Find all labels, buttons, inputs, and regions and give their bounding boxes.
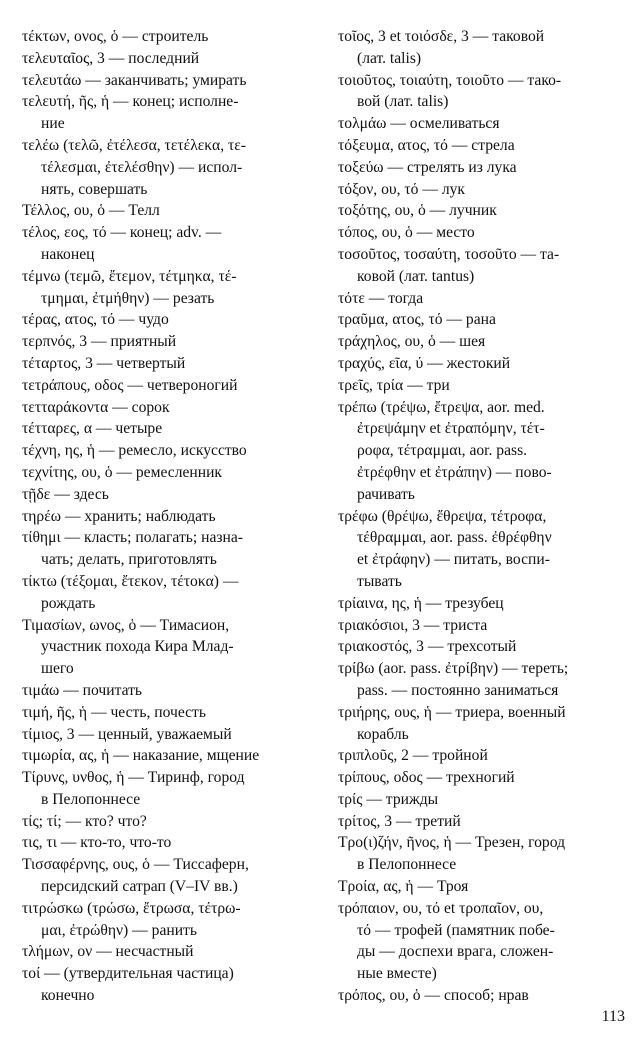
entry-continuation-line: et ἐτράφην) — питать, воспи-: [357, 551, 550, 569]
entry-headword-line: τρόπαιον, ου, τό et τροπαῖον, ου,: [338, 899, 544, 917]
entry-headword-line: Τρο(ι)ζήν, ῆνος, ἡ — Трезен, город: [338, 834, 565, 852]
entry-continuation-line: ἐτρέφθην et ἐτράπην) — пово-: [357, 463, 552, 481]
entry-continuation-line: чать; делать, приготовлять: [41, 551, 217, 569]
entry-headword-line: τρίβω (aor. pass. ἐτρίβην) — тереть;: [338, 660, 569, 678]
entry-headword-line: τιτρώσκω (τρώσω, ἔτρωσα, τέτρω-: [22, 899, 241, 917]
entry-continuation-line: корабль: [357, 725, 409, 743]
entry-headword-line: τλήμων, ον — несчастный: [22, 943, 194, 961]
entry-continuation-line: персидский сатрап (V–IV вв.): [41, 878, 238, 896]
entry-headword-line: τριακοστός, 3 — трехсотый: [338, 638, 517, 656]
entry-headword-line: τίμιος, 3 — ценный, уважаемый: [22, 725, 232, 743]
entry-headword-line: τετράπους, οδος — четвероногий: [22, 376, 238, 394]
page-number: 113: [601, 1008, 625, 1025]
entry-headword-line: τηρέω — хранить; наблюдать: [22, 507, 216, 525]
entry-headword-line: τίθημι — класть; полагать; назна-: [22, 529, 243, 547]
entry-headword-line: τριήρης, ους, ἡ — триера, военный: [338, 703, 566, 721]
entry-headword-line: τρεῖς, τρία — три: [338, 376, 450, 394]
entry-continuation-line: τό — трофей (памятник побе-: [357, 921, 555, 939]
entry-headword-line: τέλος, εος, τό — конец; adv. —: [22, 224, 222, 242]
entry-headword-line: τότε — тогда: [338, 289, 424, 307]
entry-continuation-line: вой (лат. talis): [357, 93, 449, 111]
entry-continuation-line: конечно: [41, 987, 95, 1005]
entry-headword-line: τελευταῖος, 3 — последний: [22, 49, 200, 67]
entry-continuation-line: pass. — постоянно заниматься: [357, 681, 559, 699]
entry-headword-line: τρίαινα, ης, ἡ — трезубец: [338, 594, 504, 612]
entry-headword-line: τῇδε — здесь: [22, 485, 109, 503]
entry-headword-line: τοιοῦτος, τοιαύτη, τοιοῦτο — тако-: [338, 71, 562, 89]
entry-headword-line: τίκτω (τέξομαι, ἔτεκον, τέτοκα) —: [22, 572, 239, 590]
entry-headword-line: τελέω (τελῶ, ἐτέλεσα, τετέλεκα, τε-: [22, 136, 246, 154]
entry-headword-line: τόξον, ου, τό — лук: [338, 180, 466, 198]
entry-headword-line: τρίτος, 3 — третий: [338, 812, 461, 830]
left-column: [22, 26, 320, 1007]
entry-headword-line: τοῖος, 3 et τοιόσδε, 3 — таковой: [338, 28, 545, 45]
entry-headword-line: τριπλοῦς, 2 — тройной: [338, 747, 488, 765]
entry-headword-line: Τέλλος, ου, ὁ — Телл: [22, 202, 160, 220]
entry-headword-line: τρίπους, οδος — трехногий: [338, 769, 515, 787]
entry-headword-line: τις, τι — кто-то, что-то: [22, 834, 172, 852]
entry-continuation-line: (лат. talis): [357, 49, 422, 67]
right-column: [338, 26, 626, 1007]
entry-continuation-line: τμημαι, ἐτμήθην) — резать: [41, 289, 215, 307]
entry-headword-line: τοξεύω — стрелять из лука: [338, 158, 517, 176]
entry-headword-line: τρόπος, ου, ὁ — способ; нрав: [338, 987, 529, 1005]
entry-headword-line: τέταρτος, 3 — четвертый: [22, 354, 186, 372]
entry-continuation-line: шего: [41, 660, 74, 678]
entry-headword-line: τέτταρες, α — четыре: [22, 420, 163, 438]
entry-continuation-line: ковой (лат. tantus): [357, 267, 475, 285]
entry-continuation-line: участник похода Кира Млад-: [41, 638, 234, 656]
entry-headword-line: τιμωρία, ας, ἡ — наказание, мщение: [22, 747, 260, 765]
entry-continuation-line: μαι, ἐτρώθην) — ранить: [41, 921, 197, 939]
entry-headword-line: τίς; τί; — кто? что?: [22, 812, 147, 830]
entry-headword-line: τιμή, ῆς, ἡ — честь, почесть: [22, 703, 206, 721]
entry-continuation-line: рачивать: [357, 485, 415, 503]
entry-continuation-line: наконец: [41, 245, 95, 263]
entry-headword-line: τέκτων, ονος, ὁ — строитель: [22, 28, 209, 45]
entry-headword-line: τοί — (утвердительная частица): [22, 965, 234, 983]
entry-headword-line: τέρας, ατος, τό — чудо: [22, 311, 169, 329]
entry-headword-line: Τροία, ας, ἡ — Троя: [338, 878, 469, 896]
entry-headword-line: τοξότης, ου, ὁ — лучник: [338, 202, 497, 220]
entry-continuation-line: ἐτρεψάμην et ἐτραπόμην, τέτ-: [357, 420, 545, 438]
entry-headword-line: τέχνη, ης, ἡ — ремесло, искусство: [22, 442, 247, 460]
entry-headword-line: τόξευμα, ατος, τό — стрела: [338, 136, 515, 154]
entry-headword-line: Τίρυνς, υνθος, ἡ — Тиринф, город: [22, 769, 245, 787]
entry-headword-line: τρίς — трижды: [338, 790, 439, 808]
entry-headword-line: τραῦμα, ατος, τό — рана: [338, 311, 496, 329]
entry-headword-line: τιμάω — почитать: [22, 681, 143, 699]
entry-continuation-line: в Пелопоннесе: [41, 790, 141, 808]
entry-headword-line: τεχνίτης, ου, ὁ — ремесленник: [22, 463, 223, 481]
entry-headword-line: τολμάω — осмеливаться: [338, 115, 500, 133]
entry-headword-line: τετταράκοντα — сорок: [22, 398, 170, 416]
entry-headword-line: τραχύς, εῖα, ύ — жестокий: [338, 354, 511, 372]
entry-headword-line: τέμνω (τεμῶ, ἔτεμον, τέτμηκα, τέ-: [22, 267, 237, 285]
entry-headword-line: τελευτή, ῆς, ἡ — конец; исполне-: [22, 93, 239, 111]
entry-continuation-line: тывать: [357, 572, 402, 590]
entry-continuation-line: ды — доспехи врага, сложен-: [357, 943, 554, 961]
entry-continuation-line: нять, совершать: [41, 180, 148, 198]
entry-continuation-line: ние: [41, 115, 65, 133]
entry-continuation-line: рождать: [41, 594, 96, 612]
entry-continuation-line: τέθραμμαι, aor. pass. ἐθρέφθην: [357, 529, 552, 547]
entry-continuation-line: τέλεσμαι, ἐτελέσθην) — испол-: [41, 158, 243, 176]
entry-continuation-line: ροφα, τέτραμμαι, aor. pass.: [357, 442, 528, 460]
entry-continuation-line: ные вместе): [357, 965, 437, 983]
entry-headword-line: Τισσαφέρνης, ους, ὁ — Тиссаферн,: [22, 856, 249, 874]
entry-headword-line: τριακόσιοι, 3 — триста: [338, 616, 488, 634]
entry-headword-line: τοσοῦτος, τοσαύτη, τοσοῦτο — та-: [338, 245, 560, 263]
entry-headword-line: τόπος, ου, ὁ — место: [338, 224, 475, 242]
entry-continuation-line: в Пелопоннесе: [357, 856, 457, 874]
entry-headword-line: τράχηλος, ου, ὁ — шея: [338, 333, 486, 351]
entry-headword-line: τερπνός, 3 — приятный: [22, 333, 177, 351]
entry-headword-line: Τιμασίων, ωνος, ὁ — Тимасион,: [22, 616, 230, 634]
entry-headword-line: τρέπω (τρέψω, ἔτρεψα, aor. med.: [338, 398, 545, 416]
entry-headword-line: τρέφω (θρέψω, ἔθρεψα, τέτροφα,: [338, 507, 547, 525]
entry-headword-line: τελευτάω — заканчивать; умирать: [22, 71, 247, 89]
